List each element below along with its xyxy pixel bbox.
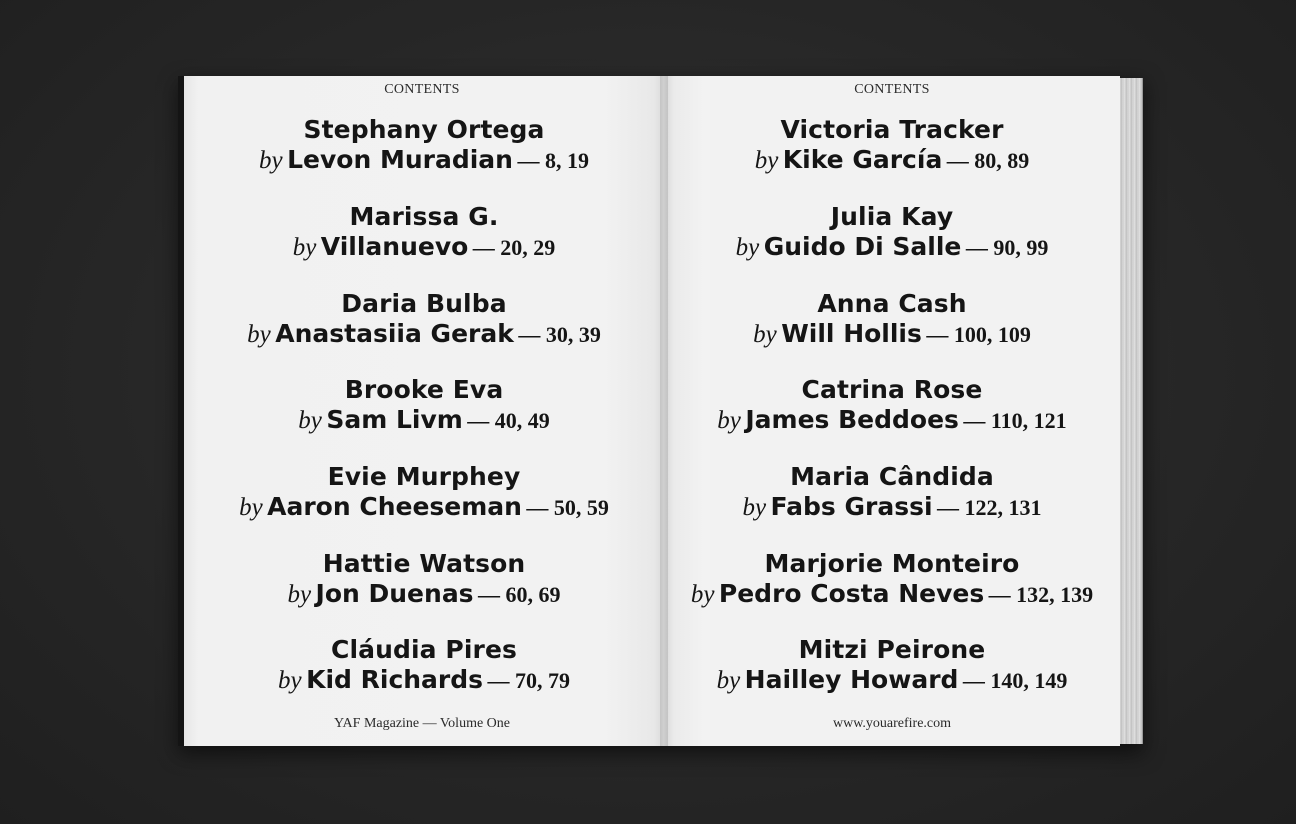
model-name: Catrina Rose: [801, 375, 983, 404]
page-numbers: — 60, 69: [478, 582, 561, 607]
model-name: Julia Kay: [830, 202, 954, 231]
by-word: by: [259, 147, 283, 174]
by-word: by: [716, 667, 741, 694]
contents-entry: [664, 550, 1120, 614]
right-page: [664, 76, 1120, 746]
by-word: by: [287, 581, 312, 608]
model-name: Hattie Watson: [322, 549, 526, 578]
credit-line: [664, 144, 1120, 180]
photographer-name: Kid Richards: [306, 665, 484, 694]
page-numbers: — 140, 149: [962, 668, 1068, 693]
model-name: Maria Cândida: [790, 462, 994, 491]
model-name: Victoria Tracker: [780, 115, 1004, 144]
credit-line: [664, 231, 1120, 267]
left-page-header: CONTENTS: [384, 82, 460, 97]
photographer-name: Guido Di Salle: [763, 232, 962, 261]
page-numbers: — 80, 89: [946, 148, 1030, 173]
credit-line: [184, 231, 664, 267]
page-numbers: — 132, 139: [988, 582, 1094, 607]
by-word: by: [754, 147, 779, 174]
contents-entry: [184, 116, 664, 180]
contents-entry: [184, 636, 664, 700]
credit-line: [664, 578, 1120, 614]
page-stack-edges: [1118, 78, 1143, 744]
page-numbers: — 100, 109: [926, 322, 1031, 347]
left-page-footer: YAF Magazine — Volume One: [333, 716, 511, 731]
credit-line: [184, 578, 664, 614]
photographer-name: Kike García: [782, 145, 943, 174]
model-name: Stephany Ortega: [303, 115, 545, 144]
by-word: by: [735, 234, 760, 261]
photographer-name: Anastasiia Gerak: [275, 319, 514, 348]
by-word: by: [239, 494, 263, 521]
model-name: Cláudia Pires: [331, 635, 517, 664]
photographer-name: Fabs Grassi: [770, 492, 933, 521]
by-word: by: [278, 667, 302, 694]
page-numbers: — 110, 121: [963, 408, 1067, 433]
contents-entry: [664, 203, 1120, 267]
contents-entry: [184, 550, 664, 614]
photographer-name: Pedro Costa Neves: [718, 579, 985, 608]
contents-entry: [664, 116, 1120, 180]
credit-line: [184, 404, 664, 440]
contents-entry: [664, 376, 1120, 440]
credit-line: [664, 664, 1120, 700]
page-numbers: — 8, 19: [517, 148, 589, 173]
model-name: Mitzi Peirone: [798, 635, 986, 664]
page-numbers: — 122, 131: [937, 495, 1042, 520]
page-numbers: — 20, 29: [472, 235, 556, 260]
credit-line: [664, 318, 1120, 354]
right-page-footer: www.youarefire.com: [832, 716, 952, 731]
contents-entry: [184, 463, 664, 527]
photographer-name: Hailley Howard: [744, 665, 959, 694]
page-numbers: — 70, 79: [487, 668, 570, 693]
model-name: Brooke Eva: [344, 375, 504, 404]
model-name: Marissa G.: [349, 202, 499, 231]
contents-entry: [184, 203, 664, 267]
credit-line: [184, 664, 664, 700]
photographer-name: Sam Livm: [326, 405, 463, 434]
model-name: Evie Murphey: [327, 462, 521, 491]
model-name: Daria Bulba: [341, 289, 507, 318]
page-numbers: — 90, 99: [965, 235, 1049, 260]
book-gutter: [660, 76, 668, 746]
photographer-name: Villanuevo: [320, 232, 469, 261]
contents-entry: [664, 636, 1120, 700]
photographer-name: James Beddoes: [745, 405, 959, 434]
photographer-name: Aaron Cheeseman: [267, 492, 522, 521]
by-word: by: [717, 407, 741, 434]
credit-line: [664, 404, 1120, 440]
by-word: by: [753, 321, 777, 348]
contents-entry: [184, 290, 664, 354]
by-word: by: [742, 494, 767, 521]
by-word: by: [247, 321, 271, 348]
model-name: Anna Cash: [817, 289, 967, 318]
contents-entry: [184, 376, 664, 440]
page-numbers: — 30, 39: [518, 322, 601, 347]
contents-entry: [664, 290, 1120, 354]
page-numbers: — 40, 49: [467, 408, 550, 433]
photographer-name: Jon Duenas: [315, 579, 474, 608]
credit-line: [184, 144, 664, 180]
left-page: [184, 76, 664, 746]
page-numbers: — 50, 59: [526, 495, 609, 520]
credit-line: [184, 318, 664, 354]
right-page-header: CONTENTS: [854, 82, 930, 97]
credit-line: [664, 491, 1120, 527]
photographer-name: Will Hollis: [781, 319, 922, 348]
by-word: by: [292, 234, 317, 261]
by-word: by: [690, 581, 715, 608]
photographer-name: Levon Muradian: [287, 145, 513, 174]
by-word: by: [298, 407, 322, 434]
model-name: Marjorie Monteiro: [764, 549, 1020, 578]
contents-entry: [664, 463, 1120, 527]
credit-line: [184, 491, 664, 527]
